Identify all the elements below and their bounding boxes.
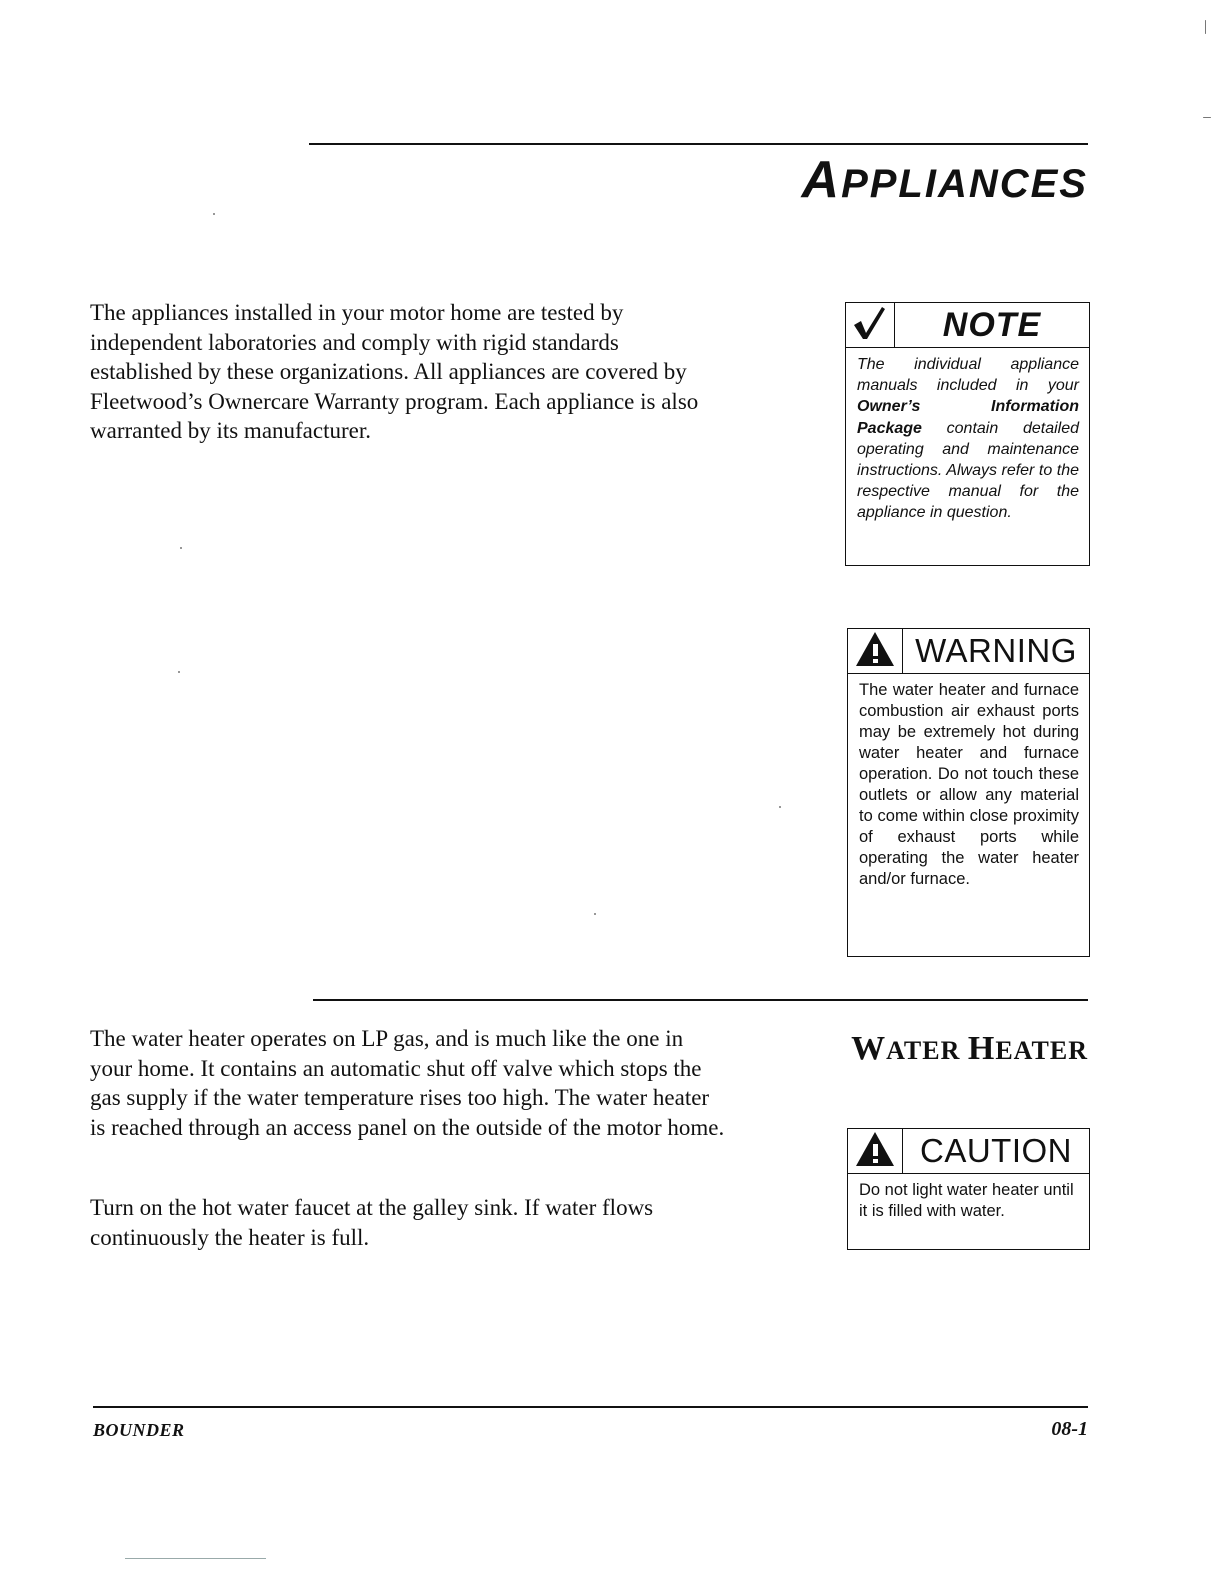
water-heater-title-h: H (967, 1030, 996, 1067)
intro-paragraph: The appliances installed in your motor home are tested by independent laboratories and comply with rigid standards established by these organizations. All appliances are covered by Fleetwood’s Ownercare Warranty program. Each appliance is also warranted by its manufacturer. (90, 300, 699, 443)
page-number: 08-1 (1051, 1418, 1088, 1440)
footer-rule (93, 1406, 1088, 1408)
page-title (600, 150, 1088, 210)
section-rule (313, 999, 1088, 1001)
header-rule (309, 143, 1088, 145)
caution-icon-area (848, 1129, 903, 1173)
note-text-part1: The individual appliance manuals included in your (857, 356, 1079, 395)
water-heater-title-w: W (851, 1030, 887, 1067)
warning-text: The water heater and furnace combustion air exhaust ports may be extremely hot during water heater and furnace operation. Do not touch these outlets or allow any material to come within close proximity of exhaust ports while operating the water heater and/or furnace. (859, 681, 1079, 888)
scan-speck (1205, 20, 1206, 34)
page-title-initial: A (801, 151, 842, 209)
caution-label: CAUTION (920, 1132, 1072, 1169)
footer-brand: BOUNDER (93, 1420, 185, 1440)
note-label: NOTE (942, 305, 1042, 344)
note-text (846, 348, 1089, 532)
scan-speck (594, 913, 596, 915)
note-text-bold: Owner’s Information Package (857, 398, 1079, 437)
scan-speck (180, 547, 182, 549)
water-heater-title-w-rest: ATER (886, 1036, 968, 1065)
warning-triangle-icon (854, 1130, 896, 1173)
scan-speck (213, 213, 215, 215)
scan-speck (1203, 117, 1211, 118)
water-heater-paragraph-2: Turn on the hot water faucet at the galley sink. If water flows continuously the heater is full. (90, 1195, 654, 1250)
scan-mark-bottom (125, 1558, 266, 1559)
note-header (846, 303, 1089, 348)
water-heater-paragraph-1: The water heater operates on LP gas, and is much like the one in your home. It contains an automatic shut off valve which stops the gas supply if the water temperature rises too high. The water heater is reached through an access panel on the outside of the motor home. (90, 1026, 725, 1140)
note-text-part2: contain detailed operating and maintenance instructions. Always refer to the respective manual for the appliance in question. (857, 419, 1079, 522)
warning-icon-area (848, 629, 903, 673)
note-icon-area (844, 303, 895, 347)
page-title-rest: PPLIANCES (841, 162, 1088, 206)
note-box (845, 302, 1090, 566)
warning-header (848, 629, 1089, 674)
water-heater-title (760, 1030, 1088, 1068)
caution-box (847, 1128, 1090, 1250)
caution-text: Do not light water heater until it is filled with water. (859, 1181, 1074, 1220)
water-heater-title-h-rest: EATER (995, 1036, 1088, 1065)
caution-header (848, 1129, 1089, 1174)
checkmark-icon (852, 305, 886, 346)
scan-speck (779, 806, 781, 808)
warning-label: WARNING (915, 632, 1077, 669)
scan-speck (178, 671, 180, 673)
warning-box (847, 628, 1090, 957)
warning-triangle-icon (854, 630, 896, 673)
